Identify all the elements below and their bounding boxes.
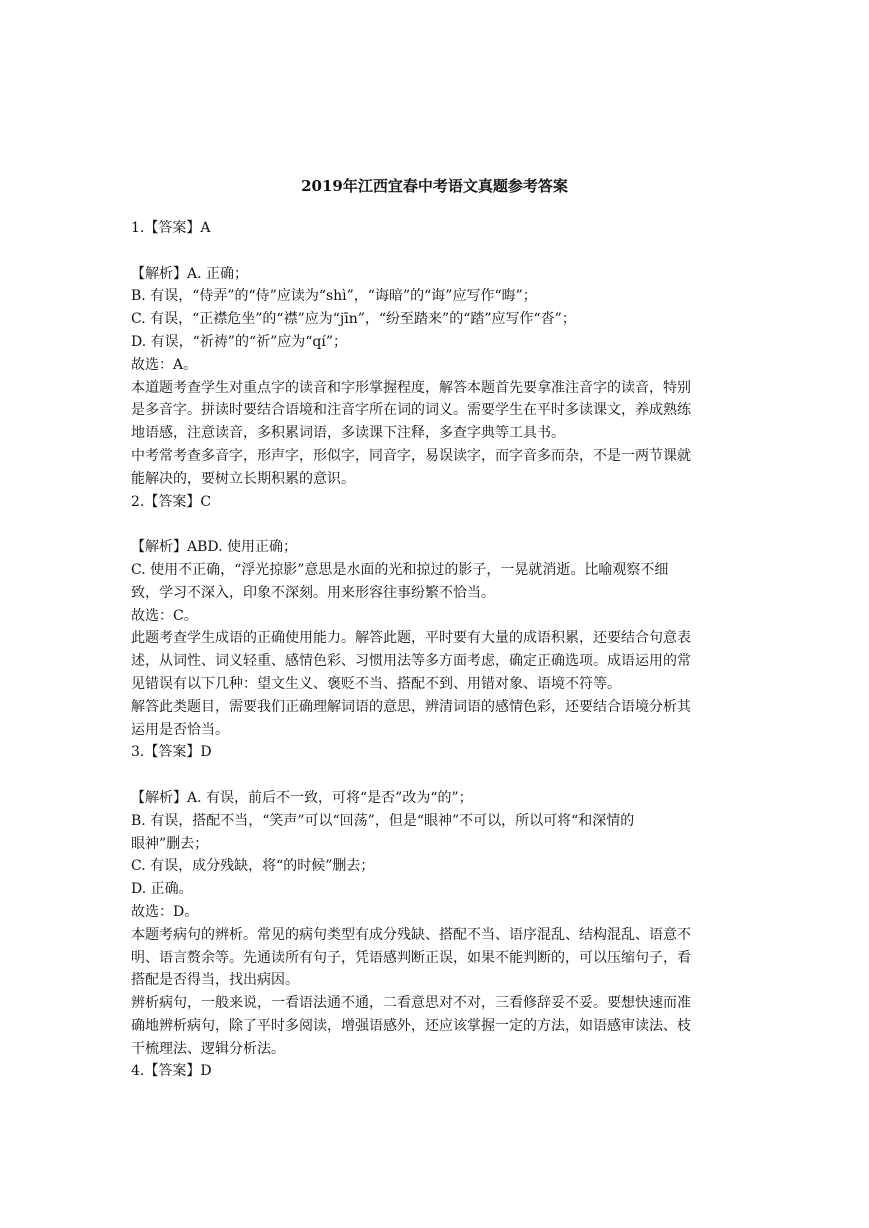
text-line: 【解析】A. 有误，前后不一致，可将“是否”改为“的”；	[131, 789, 473, 806]
text-line: 述，从词性、词义轻重、感情色彩、习惯用法等多方面考虑，确定正确选项。成语运用的常	[131, 653, 691, 670]
text-line: 致，学习不深入，印象不深刻。用来形容往事纷繁不恰当。	[131, 584, 495, 601]
text-line: D. 有误，“祈祷”的“祈”应为“qí”；	[131, 333, 348, 350]
text-line: B. 有误，“侍弄”的“侍”应读为“shì”，“诲暗”的“诲”应写作“晦”；	[131, 288, 537, 305]
text-line: 3.【答案】D	[131, 744, 212, 761]
text-line: 运用是否恰当。	[131, 721, 229, 738]
text-line: 【解析】ABD. 使用正确；	[131, 539, 298, 556]
document-body	[131, 217, 771, 1083]
text-line: 【解析】A. 正确；	[131, 265, 249, 282]
text-line: C. 有误，成分残缺，将“的时候”删去；	[131, 858, 375, 875]
text-line: 见错误有以下几种：望文生义、褒贬不当、搭配不到、用错对象、语境不符等。	[131, 675, 621, 692]
blank-line	[131, 240, 771, 263]
text-line: 干梳理法、逻辑分析法。	[131, 1040, 285, 1057]
blank-line	[131, 764, 771, 787]
text-line: 解答此类题目，需要我们正确理解词语的意思，辨清词语的感情色彩，还要结合语境分析其	[131, 698, 691, 715]
document-title: 2019年江西宜春中考语文真题参考答案	[301, 177, 568, 195]
text-line: 此题考查学生成语的正确使用能力。解答此题，平时要有大量的成语积累，还要结合句意表	[131, 630, 691, 647]
text-line: 故选：A。	[131, 356, 198, 373]
text-line: 是多音字。拼读时要结合语境和注音字所在词的词义。需要学生在平时多读课文，养成熟练	[131, 402, 691, 419]
text-line: 眼神”删去；	[131, 835, 209, 852]
text-line: C. 有误，“正襟危坐”的“襟”应为“jīn”，“纷至踏来”的“踏”应写作“沓”；	[131, 311, 576, 328]
text-line: 故选：D。	[131, 903, 199, 920]
text-line: 中考常考查多音字，形声字，形似字，同音字，易误读字，而字音多而杂，不是一两节课就	[131, 447, 691, 464]
text-line: 1.【答案】A	[131, 220, 211, 236]
text-line: 本题考病句的辨析。常见的病句类型有成分残缺、搭配不当、语序混乱、结构混乱、语意不	[131, 926, 691, 943]
text-line: 故选：C。	[131, 607, 198, 624]
text-line: 能解决的，要树立长期积累的意识。	[131, 470, 355, 487]
text-line: C. 使用不正确，“浮光掠影”意思是水面的光和掠过的影子，一晃就消逝。比喻观察不细	[131, 561, 669, 578]
text-line: 确地辨析病句，除了平时多阅读，增强语感外，还应该掌握一定的方法，如语感审读法、枝	[131, 1017, 691, 1034]
text-line: 搭配是否得当，找出病因。	[131, 972, 299, 989]
text-line: 明、语言赘余等。先通读所有句子，凭语感判断正误，如果不能判断的，可以压缩句子，看	[131, 949, 691, 966]
text-line: 2.【答案】C	[131, 493, 212, 510]
text-line: D. 正确。	[131, 881, 193, 898]
text-line: 本道题考查学生对重点字的读音和字形掌握程度，解答本题首先要拿准注音字的读音，特别	[131, 379, 691, 396]
blank-line	[131, 513, 771, 536]
text-line: B. 有误，搭配不当，“笑声”可以“回荡”，但是“眼神”不可以，所以可将“和深情的	[131, 812, 635, 829]
text-line: 4.【答案】D	[131, 1063, 212, 1080]
text-line: 辨析病句，一般来说，一看语法通不通，二看意思对不对，三看修辞妥不妥。要想快速而准	[131, 995, 691, 1012]
text-line: 地语感，注意读音，多积累词语，多读课下注释，多查字典等工具书。	[131, 425, 565, 442]
